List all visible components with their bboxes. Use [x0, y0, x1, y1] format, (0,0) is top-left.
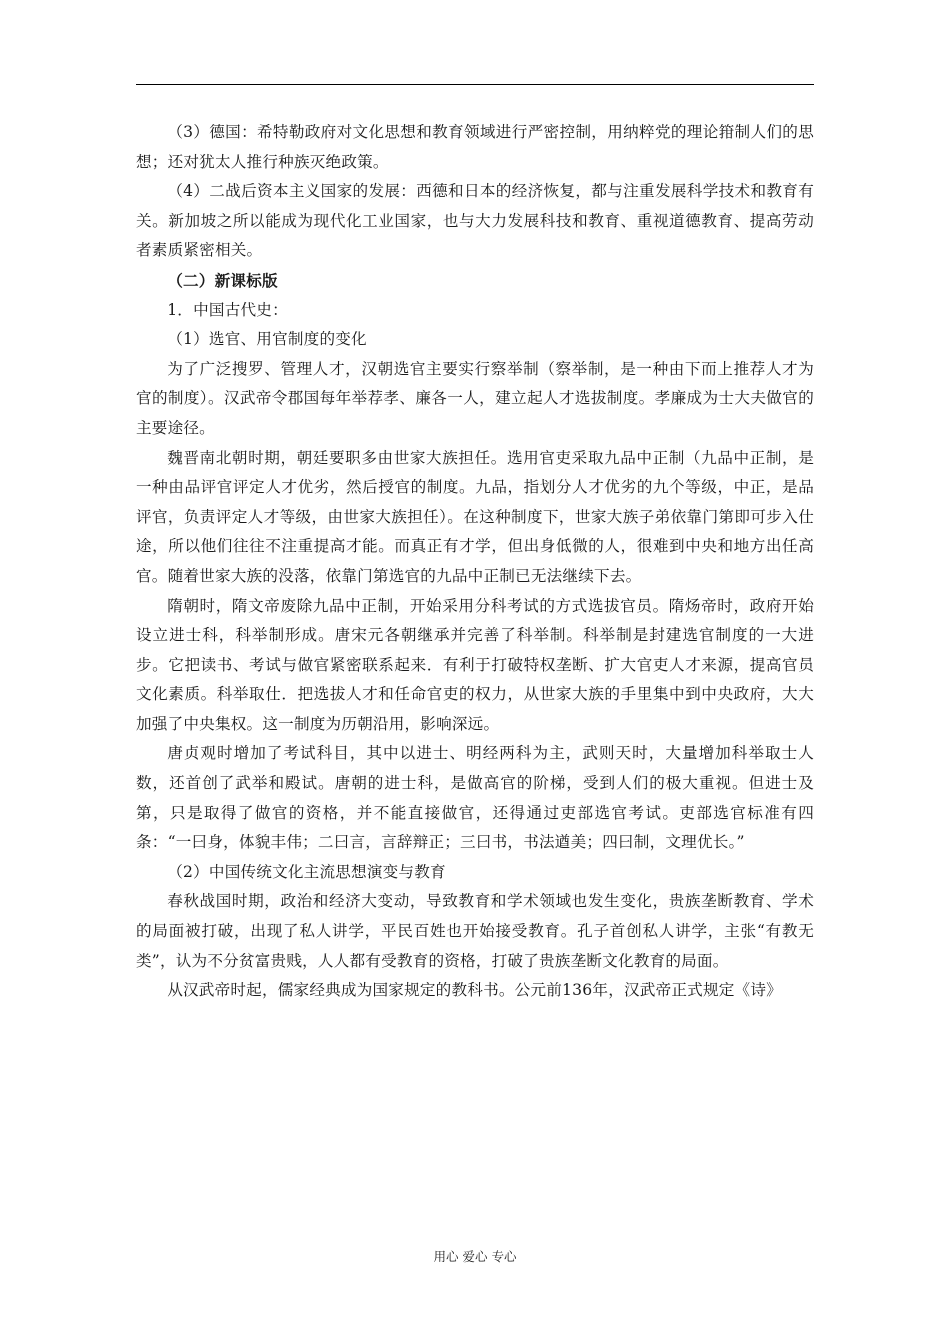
header-rule [136, 84, 814, 85]
paragraph: 从汉武帝时起，儒家经典成为国家规定的教科书。公元前136年，汉武帝正式规定《诗》 [167, 981, 782, 1000]
paragraph: （4）二战后资本主义国家的发展：西德和日本的经济恢复，都与注重发展科学技术和教育有关。新加坡之所以能成为现代化工业国家，也与大力发展科技和教育、重视道德教育、提高劳动者素质紧密相关。 [136, 182, 814, 260]
subsection-heading: （2）中国传统文化主流思想演变与教育 [167, 862, 446, 881]
paragraph: （3）德国：希特勒政府对文化思想和教育领域进行严密控制，用纳粹党的理论箝制人们的思想；还对犹太人推行种族灭绝政策。 [136, 123, 814, 171]
paragraph: 魏晋南北朝时期，朝廷要职多由世家大族担任。选用官吏采取九品中正制（九品中正制，是一种由品评官评定人才优劣，然后授官的制度。九品，指划分人才优劣的九个等级，中正，是品评官，负责评定人才等级，由世家大族担任）。在这种制度下，世家大族子弟依靠门第即可步入仕途，所以他们往往不注重提高才能。而真正有才学，但出身低微的人，很难到中央和地方出任高官。随着世家大族的没落，依靠门第选官的九品中正制已无法继续下去。 [136, 448, 814, 585]
page-footer: 用心 爱心 专心 [433, 1249, 517, 1264]
paragraph: 唐贞观时增加了考试科目，其中以进士、明经两科为主，武则天时，大量增加科举取士人数，还首创了武举和殿试。唐朝的进士科，是做高官的阶梯，受到人们的极大重视。但进士及第，只是取得了做官的资格，并不能直接做官，还得通过吏部选官考试。吏部选官标准有四条：“一曰身，体貌丰伟；二曰言，言辞辩正；三曰书，书法遒美；四曰制，文理优长。” [136, 744, 814, 852]
paragraph: 春秋战国时期，政治和经济大变动，导致教育和学术领域也发生变化，贵族垄断教育、学术的局面被打破，出现了私人讲学，平民百姓也开始接受教育。孔子首创私人讲学，主张“有教无类”，认为不分贫富贵贱，人人都有受教育的资格，打破了贵族垄断文化教育的局面。 [136, 892, 814, 970]
section-heading: （二）新课标版 [167, 270, 278, 290]
document-body [136, 118, 814, 1006]
paragraph: 为了广泛搜罗、管理人才，汉朝选官主要实行察举制（察举制，是一种由下而上推荐人才为官的制度）。汉武帝令郡国每年举荐孝、廉各一人，建立起人才选拔制度。孝廉成为士大夫做官的主要途径。 [136, 359, 814, 437]
subsection-heading: 1．中国古代史： [167, 300, 288, 319]
paragraph: 隋朝时，隋文帝废除九品中正制，开始采用分科考试的方式选拔官员。隋炀帝时，政府开始设立进士科，科举制形成。唐宋元各朝继承并完善了科举制。科举制是封建选官制度的一大进步。它把读书、考试与做官紧密联系起来．有利于打破特权垄断、扩大官吏人才来源，提高官员文化素质。科举取仕．把选拔人才和任命官吏的权力，从世家大族的手里集中到中央政府，大大加强了中央集权。这一制度为历朝沿用，影响深远。 [136, 596, 814, 733]
subsection-heading: （1）选官、用官制度的变化 [167, 330, 367, 349]
